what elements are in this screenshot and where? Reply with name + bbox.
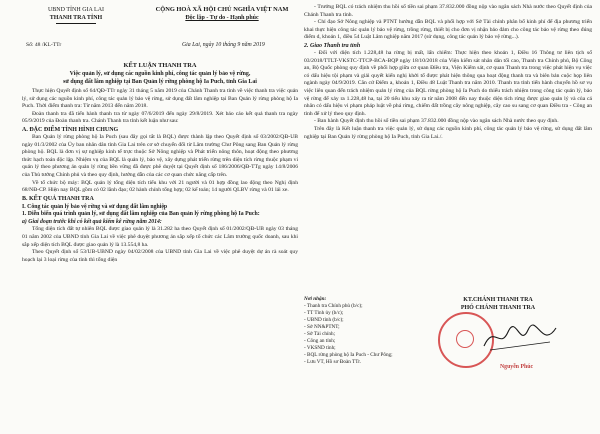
right-paragraph-2: - Ban hành Quyết định thu hồi số tiền sai phạm 37.832.000 đồng nộp vào ngân sách Nhà nước theo quy định. [314,118,559,125]
document-subtitle-2: sử dụng đất lâm nghiệp tại Ban Quản lý rừng phòng hộ Ia Puch, tỉnh Gia Lai [63,79,257,85]
section-a-paragraph-1: Ban Quản lý rừng phòng hộ Ia Puch (sau đây gọi tắt là BQL) được thành lập theo Quyết định số 03/2002/QĐ-UB ngày 01/3/2002 của Ủy ban nhân dân tỉnh Gia Lai trên cơ sở chuyển đổi từ Lâm trường Chư Pông sang Ban Quản lý rừng phòng hộ. BQL là đơn vị sự nghiệp kinh tế trực thuộc Sở Nông nghiệp và Phát triển nông thôn, hoạt động theo phương thức hạch toán độc lập. Nhiệm vụ của BQL là quản lý, bảo vệ, xây dựng phát triển rừng trên diện tích rừng thuộc phạm vi quản lý theo phương án quản lý rừng bền vững đã được phê duyệt tại Quyết định số 186/2006/QĐ-TTg ngày 14/8/2006 của Thủ tướng Chính phủ và theo quy định, hướng dẫn của các cơ quan chức năng cấp trên. [22,133,298,178]
national-motto: Độc lập - Tự do - Hạnh phúc [185,15,259,21]
section-b-paragraph-1: Tổng diện tích đất tự nhiên BQL được giao quản lý là 31.282 ha theo Quyết định số 01/2002/QĐ-UB ngày 03 tháng 01 năm 2002 của UBND tỉnh Gia Lai về việc phê duyệt phương án sắp xếp tổ chức các Lâm trường quốc doanh, sau khi sắp xếp diện tích BQL được giao quản lý là 13.554,8 ha. [22,226,298,248]
section-b-sub1-1: 1. Diễn biến quá trình quản lý, sử dụng đất lâm nghiệp của Ban quản lý rừng phòng hộ Ia Puch: [22,210,260,217]
recipient: - VKSND tỉnh; [304,345,336,351]
intro-paragraph-2: Đoàn thanh tra đã tiến hành thanh tra từ ngày 07/6/2019 đến ngày 29/8/2019. Xét báo cáo kết quả thanh tra ngày 05/9/2019 của Đoàn thanh tra. Chánh Thanh tra tỉnh kết luận như sau: [22,110,298,125]
national-header [138,6,306,22]
nation-name: CỘNG HOÀ XÃ HỘI CHỦ NGHĨA VIỆT NAM [155,6,289,13]
section-a-heading: A. ĐẶC ĐIỂM TÌNH HÌNH CHUNG [22,126,119,133]
right-item-2: - Chỉ đạo Sở Nông nghiệp và PTNT hướng dẫn BQL và phối hợp với Sở Tài chính phân bổ kinh phí để địa phương triển khai thực hiện công tác quản lý bảo vệ rừng, trồng rừng, thiết bị cho đơn vị nhận bảo đảm cho công tác bảo vệ rừng theo đúng điểm d, khoản 1, điều 54 Luật Lâm nghiệp năm 2017 (sử dụng, công tác quản lý bảo vệ rừng...). [304,19,592,41]
document-subtitle-1: Việc quản lý, sử dụng các nguồn kinh phí, công tác quản lý bảo vệ rừng, [69,71,251,77]
signature-title-1: KT.CHÁNH THANH TRA [463,297,533,303]
right-sub2-heading: 2. Giao Thanh tra tỉnh [304,42,361,49]
signer-name: Nguyễn Phúc [500,364,534,370]
issuing-organization [26,6,126,24]
section-b-sub1: I. Công tác quản lý bảo vệ rừng và sử dụng đất lâm nghiệp [22,203,168,210]
recipients-title: Nơi nhận: [304,296,327,302]
org-line-2: THANH TRA TỈNH [49,15,103,21]
section-b-paragraph-2: Theo Quyết định số 53/UB-UBND ngày 04/02/2008 của UBND tỉnh Gia Lai về việc phê duyệt dự án rà soát quy hoạch lại 3 loại rừng của tỉnh thì tổng diện [22,249,298,263]
recipient: - Lưu VT, Hồ sơ Đoàn TTr. [304,359,361,365]
right-paragraph-3: Trên đây là Kết luận thanh tra việc quản lý, sử dụng các nguồn kinh phí, công tác quản lý bảo vệ rừng, sử dụng đất lâm nghiệp tại Ban Quản lý rừng phòng hộ Ia Puch, tỉnh Gia Lai./. [304,125,592,140]
intro-paragraph-1: Thực hiện Quyết định số 64/QĐ-TTr ngày 31 tháng 5 năm 2019 của Chánh Thanh tra tỉnh về việc thanh tra việc quản lý, sử dụng các nguồn kinh phí, công tác quản lý bảo vệ rừng, sử dụng đất lâm nghiệp tại Ban Quản lý rừng phòng hộ Ia Puch. Thời điểm thanh tra: Từ năm 2013 đến năm 2018. [22,88,298,110]
right-paragraph-1: - Đối với diện tích 1.228,48 ha rừng bị mất, lấn chiếm: Thực hiện theo khoản 1, Điều 16 Thông tư liên tịch số 03/2018/TTLT-VKSTC-TTCP-BCA-BQP ngày 18/10/2018 của Viện kiểm sát nhân dân tối cao, Thanh tra Chính phủ, Bộ Công an, Bộ Quốc phòng quy định về phối hợp giữa cơ quan Điều tra, Viện Kiểm sát, cơ quan Thanh tra trong việc phát hiện vụ việc có dấu hiệu tội phạm và giải quyết kiến nghị khởi tố được phát hiện thông qua hoạt động thanh tra và biên bản cuộc họp liên ngành ngày 04/9/2019. Căn cứ Điểm a, khoản 1, Điều 48 Luật Thanh tra năm 2010. Thanh tra tỉnh tiến hành chuyển hồ sơ vụ việc liên quan đến trách nhiệm quản lý rừng của BQL rừng phòng hộ Ia Puch do thiếu trách nhiệm trong công tác quản lý, bảo vệ rừng để xảy ra 1.228,48 ha, tại 20 tiểu khu xảy ra từ năm 2008 đến nay thuộc diện tích rừng được giao quản lý và của cá nhân có dấu hiệu vi phạm pháp luật về phá rừng, chiếm đất trồng cây nông nghiệp, cây cao su sang cơ quan Điều tra - Công an tỉnh để xử lý theo quy định. [304,49,592,117]
section-b-sub-a: a) Giai đoạn trước khi có kết quả kiểm kê rừng năm 2014: [22,219,162,226]
handwritten-signature-icon [480,320,560,356]
recipient: - TT Tỉnh ủy (b/c); [304,310,344,316]
org-underline [56,23,96,24]
left-column [22,6,298,264]
right-item-1: - Trưởng BQL có trách nhiệm thu hồi số tiền sai phạm 37.832.000 đồng nộp vào ngân sách Nhà nước theo Quyết định của Chánh Thanh tra tỉnh. [304,4,592,18]
section-b-heading: B. KẾT QUẢ THANH TRA [22,195,94,202]
signature-block [418,296,578,312]
document-header [22,6,298,60]
recipient: - Thanh tra Chính phủ (b/c); [304,303,363,309]
right-column [304,4,592,141]
document-date: Gia Lai, ngày 10 tháng 9 năm 2019 [182,42,265,48]
recipient: - BQL rừng phòng hộ Ia Puch - Chư Pông; [304,352,393,358]
document-number: Số: 48 /KL-TTr [26,42,62,48]
recipient: - Sở NN&PTNT; [304,324,340,330]
recipient: - UBND tỉnh (b/c); [304,317,344,323]
signature-title-2: PHÓ CHÁNH THANH TRA [460,305,536,311]
section-a-paragraph-2: Về tổ chức bộ máy: BQL quản lý tổng diện tích tiểu khu với 21 người và 01 hợp đồng lao động theo Nghị định 68/NĐ-CP. Hiện nay BQL gồm có 02 lãnh đạo; 02 hành chính tổng hợp; 02 kế toán; 14 người QLBV rừng và 01 lái xe. [22,179,298,194]
recipient: - Sở Tài chính; [304,331,336,337]
org-line-1: UBND TỈNH GIA LAI [47,7,105,13]
recipients-block [304,296,414,366]
document-title: KẾT LUẬN THANH TRA [123,62,197,69]
recipient: - Công an tỉnh; [304,338,336,344]
